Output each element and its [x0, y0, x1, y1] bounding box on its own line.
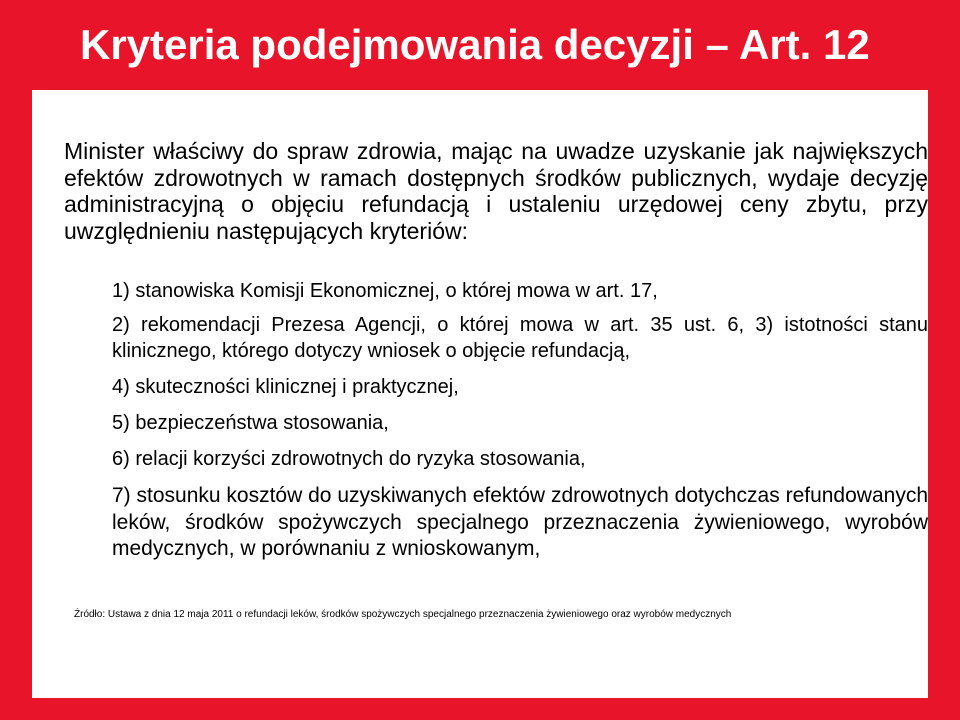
bottom-border — [0, 698, 960, 720]
criteria-item-7: 7) stosunku kosztów do uzyskiwanych efektów zdrowotnych dotychczas refundowanych leków, środków spożywczych specjalnego przeznaczenia żywieniowego, wyrobów medycznych, w porównaniu z wnioskowanym, — [112, 484, 928, 560]
source-citation: Źródło: Ustawa z dnia 12 maja 2011 o refundacji leków, środków spożywczych specjalnego przeznaczenia żywieniowego oraz wyrobów medycznych — [74, 609, 732, 620]
criteria-item-4: 4) skuteczności klinicznej i praktycznej, — [112, 376, 459, 398]
right-border — [928, 0, 960, 720]
criteria-item-5: 5) bezpieczeństwa stosowania, — [112, 412, 389, 434]
criteria-list — [112, 278, 928, 563]
criteria-item-1: 1) stanowiska Komisji Ekonomicznej, o której mowa w art. 17, — [112, 280, 658, 302]
left-border — [0, 0, 32, 720]
slide-content — [32, 90, 928, 698]
intro-paragraph: Minister właściwy do spraw zdrowia, mając na uwadze uzyskanie jak największych efektów zdrowotnych w ramach dostępnych środków publicznych, wydaje decyzję administracyjną o objęciu refundacją i ustaleniu urzędowej ceny zbytu, przy uwzględnieniu następujących kryteriów: — [64, 138, 928, 244]
slide-title: Kryteria podejmowania decyzji – Art. 12 — [80, 21, 870, 68]
criteria-item-2-3: 2) rekomendacji Prezesa Agencji, o której mowa w art. 35 ust. 6, 3) istotności stanu klinicznego, którego dotyczy wniosek o objęcie refundacją, — [112, 314, 928, 362]
criteria-item-6: 6) relacji korzyści zdrowotnych do ryzyka stosowania, — [112, 448, 586, 470]
